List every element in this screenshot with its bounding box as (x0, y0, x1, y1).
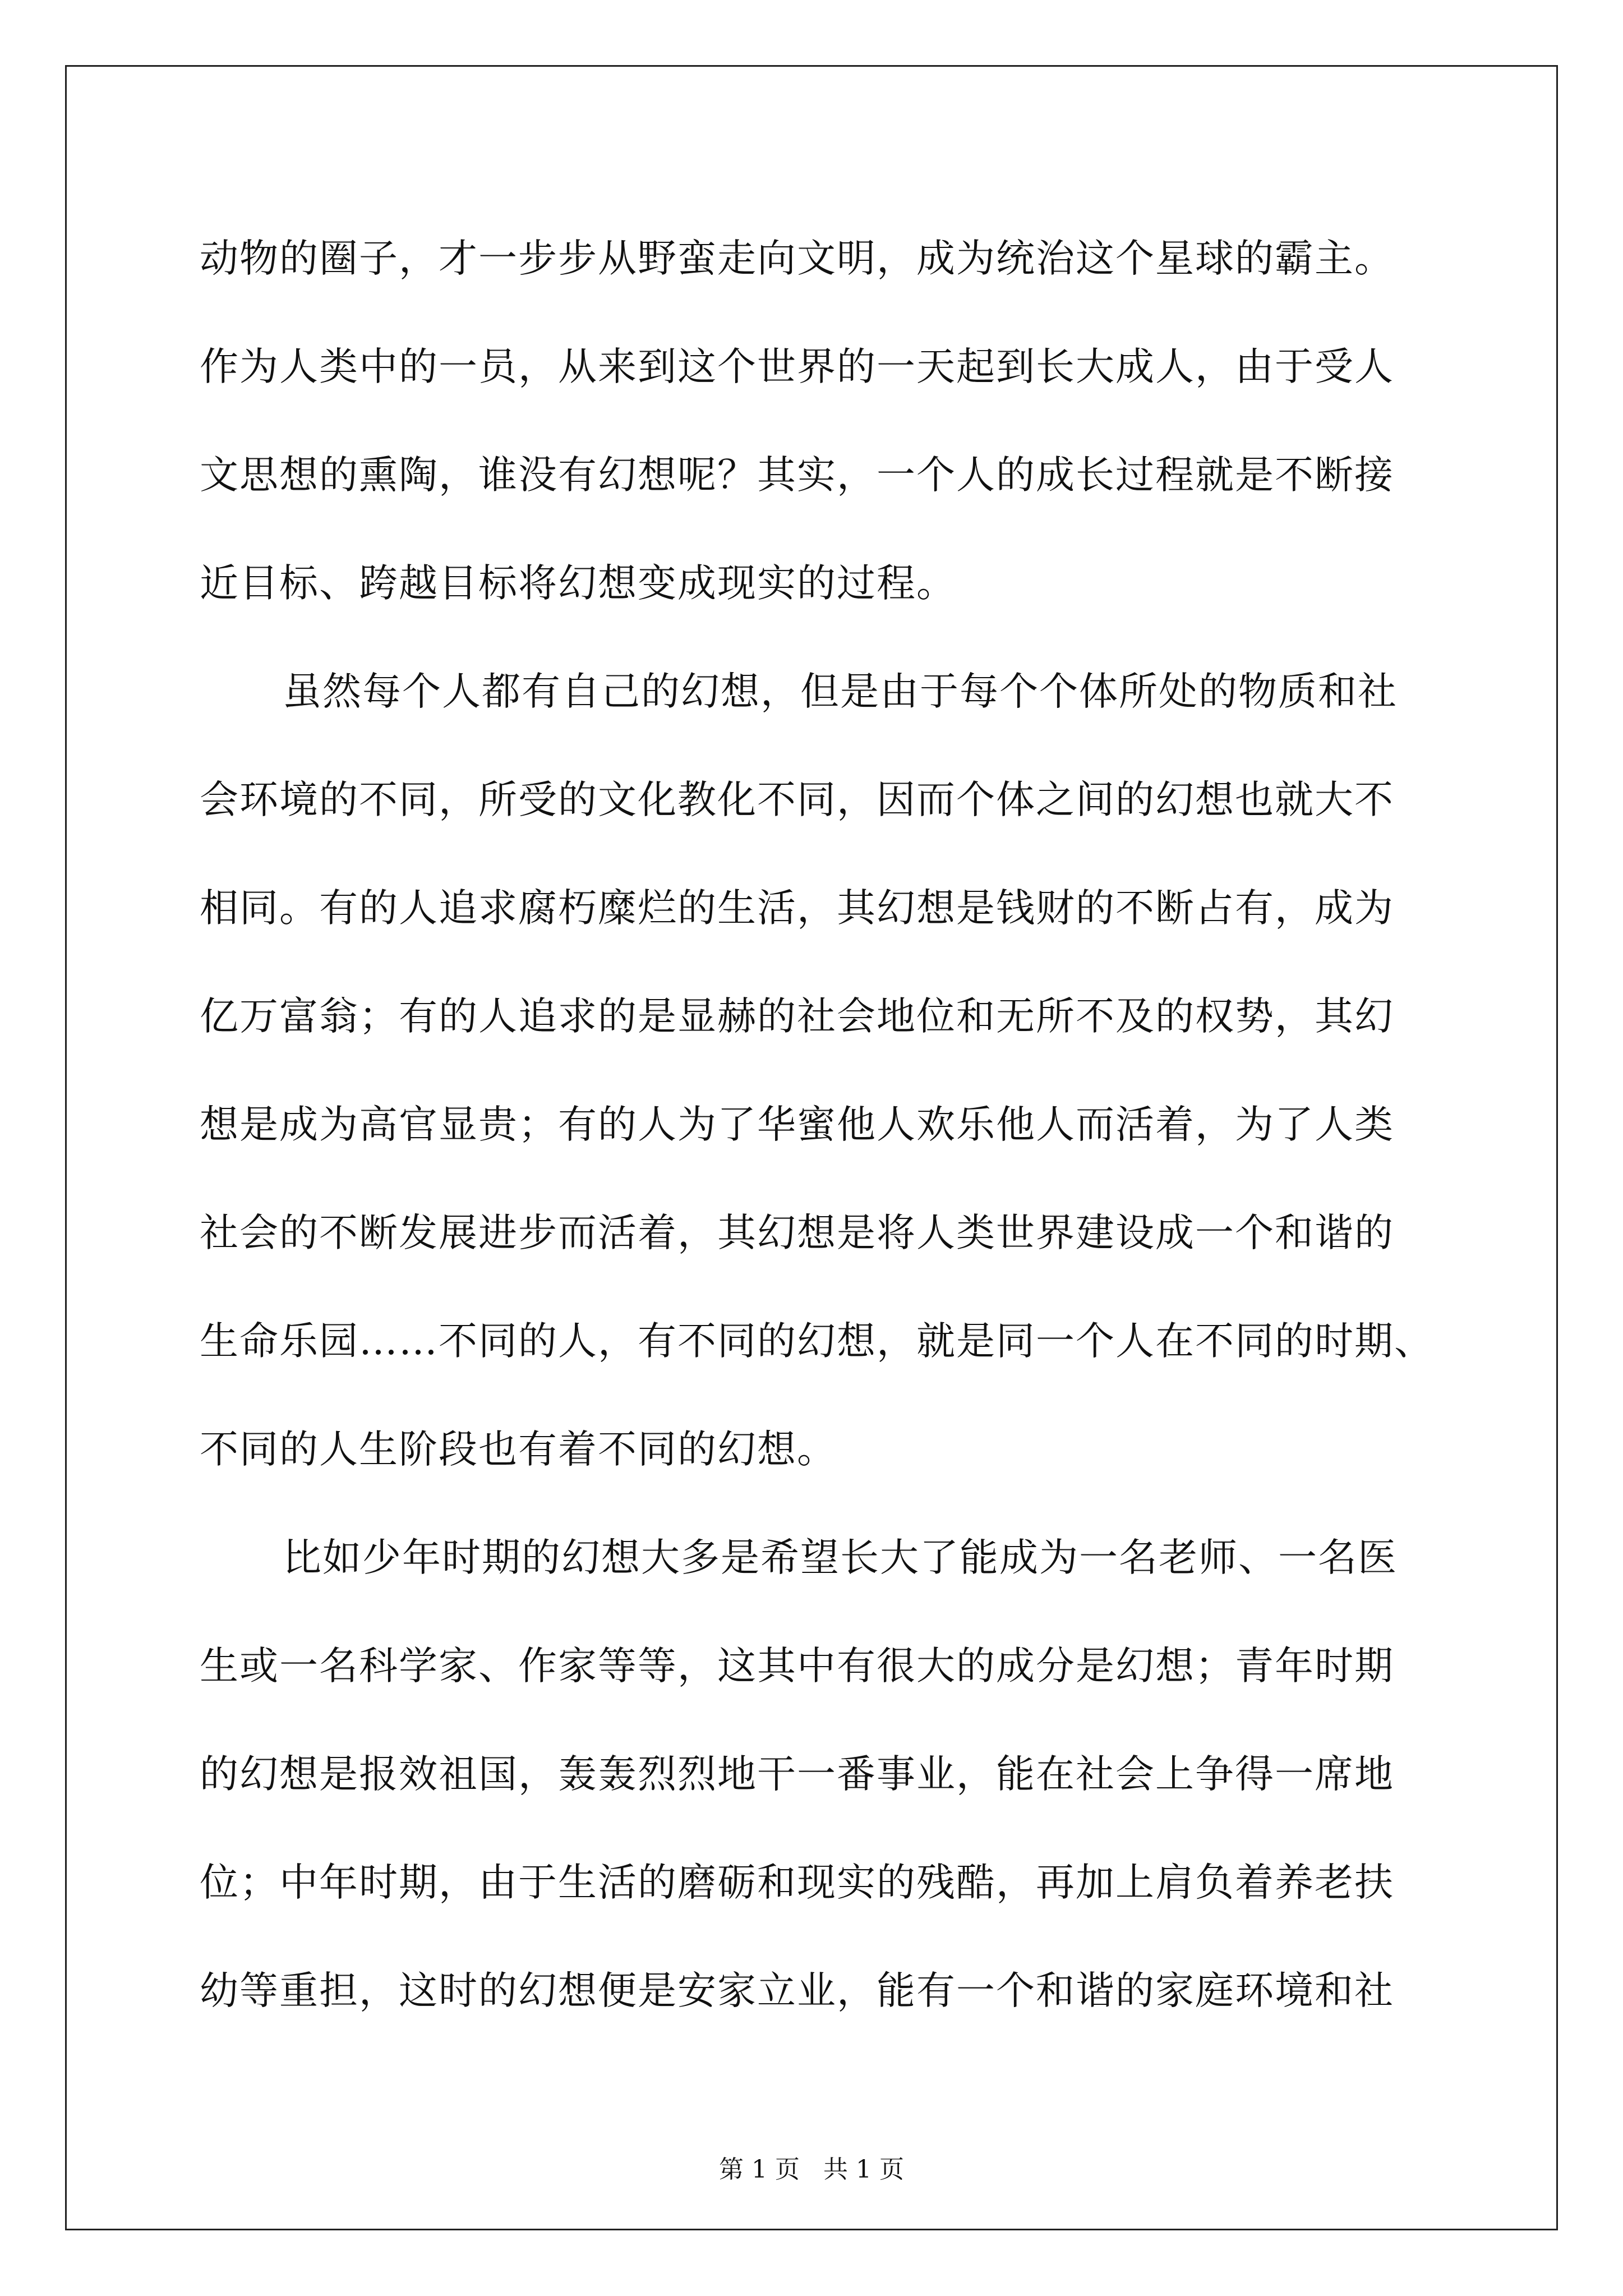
text-line: 想是成为高官显贵；有的人为了华蜜他人欢乐他人而活着，为了人类 (200, 1102, 1394, 1147)
text-line: 社会的不断发展进步而活着，其幻想是将人类世界建设成一个和谐的 (200, 1211, 1394, 1255)
page-footer (0, 2153, 1623, 2187)
text-line: 相同。有的人追求腐朽糜烂的生活，其幻想是钱财的不断占有，成为 (200, 886, 1394, 931)
text-line: 不同的人生阶段也有着不同的幻想。 (200, 1427, 837, 1472)
text-line: 亿万富翁；有的人追求的是显赫的社会地位和无所不及的权势，其幻 (200, 994, 1394, 1039)
text-line-paragraph-start: 比如少年时期的幻想大多是希望长大了能成为一名老师、一名医 (283, 1535, 1398, 1580)
text-line: 会环境的不同，所受的文化教化不同，因而个体之间的幻想也就大不 (200, 777, 1394, 822)
text-line: 生命乐园……不同的人，有不同的幻想，就是同一个人在不同的时期、 (200, 1319, 1434, 1364)
page-number: 第 1 页 (719, 2155, 800, 2184)
text-line-paragraph-start: 虽然每个人都有自己的幻想，但是由于每个个体所处的物质和社 (283, 669, 1398, 714)
text-line: 作为人类中的一员，从来到这个世界的一天起到长大成人，由于受人 (200, 344, 1394, 389)
text-line: 的幻想是报效祖国，轰轰烈烈地干一番事业，能在社会上争得一席地 (200, 1752, 1394, 1797)
document-body (200, 205, 1445, 2045)
text-line: 位；中年时期，由于生活的磨砺和现实的残酷，再加上肩负着养老扶 (200, 1860, 1394, 1905)
text-line: 幼等重担，这时的幻想便是安家立业，能有一个和谐的家庭环境和社 (200, 1968, 1394, 2013)
text-line: 近目标、跨越目标将幻想变成现实的过程。 (200, 561, 956, 606)
text-line: 动物的圈子，才一步步从野蛮走向文明，成为统治这个星球的霸主。 (200, 236, 1394, 281)
text-line: 生或一名科学家、作家等等，这其中有很大的成分是幻想；青年时期 (200, 1644, 1394, 1688)
text-line: 文思想的熏陶，谁没有幻想呢？其实，一个人的成长过程就是不断接 (200, 453, 1394, 498)
page-total: 共 1 页 (823, 2155, 904, 2184)
